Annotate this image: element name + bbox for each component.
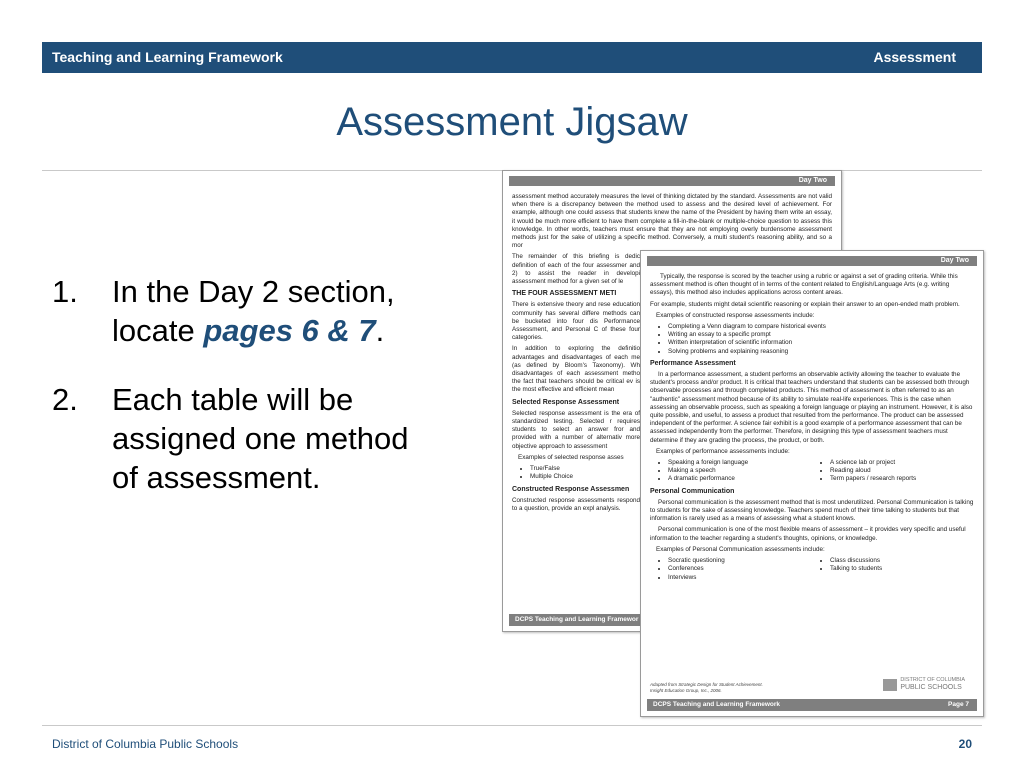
slide-title: Assessment Jigsaw <box>336 100 688 144</box>
page-7-body: Typically, the response is scored by the teacher using a rubric or against a set of grading criteria. While this assessment method is often thought of in terms of the content related to English/Language Arts (e.g. writing essays), this method also includes applications across content areas. For example, students might detail scientific reasoning or explain their answer to an open-ended math problem. Examples of constructed response assessments include: • Completing a Venn diagram to compare historical events • Writing an essay to a specific prompt • Written interpretation of scientific information • Solving problems and explaining reasoning Performance Assessment In a performance assessment, a student performs an observable activity allowing the teacher to evaluate the student's process and/or product. It is critical that teachers understand that students can be assessed both through observable processes and through completed products. This method of assessment is often referred to as an "authentic" assessment method because of its ability to simulate real-life experiences. This is the case when assessing an observable process, such as speaking a foreign language or playing an instrument. However, it is also quite possible, and useful, to assess a product that resulted from the performance. The product can be assessed independent of the performer. A science fair exhibit is a good example of a performance assessment that can be assessed independently from the performer. Therefore, in designing this type of assessment teachers must determine if they are grading the process, the product, or both. Examples of performance assessments include: • Speaking a foreign language • Making a speech • A dramatic performance • A science lab or project • Reading aloud • Term papers / research reports Personal Communication Personal communication is the assessment method that is most underutilized. Personal Communication is talking to students for the sake of assessing knowledge. Teachers spend much of their time talking to students but that information is rarely used as a means of assessing what a student knows. Personal communication is one of the most flexible means of assessment – it provides very specific and useful information to the teacher regarding a student's thoughts, opinions, or knowledge. Examples of Personal Communication assessments include: • Socratic questioning • Conferences • Interviews • Class discussions • Talking to students <box>650 273 974 582</box>
page-footer: DCPS Teaching and Learning Framewor <box>509 614 835 626</box>
page-6-body: assessment method accurately measures the level of thinking dictated by the standard. Assessments are not valid when there is a discrepancy between the method used to assess and the desired level of achievement. For example, although one could assess that students knew the name of the President by having them write an essay, it would be much more efficient to have them complete a fill-in-the-blank or multiple-choice question to assess this knowledge. In other words, teachers must ensure that they are not employing overly burdensome assessment methods just for the sake of utilizing a specific method. Conversely, a multi student's reasoning ability, and so a mor The remainder of this briefing is dedic definition of each of the four assessmer and 2) to assist the reader in developi assessment method for a given set of le THE FOUR ASSESSMENT METI There is extensive theory and rese education community has several differe methods can be bucketed into four dis Performance Assessment, and Personal C of these four categories. In addition to exploring the definitio advantages and disadvantages of each me (as defined by Bloom's Taxonomy). Wh disadvantages of each assessment metho the fact that teachers should be critical ev is the most effective and efficient mean Selected Response Assessment Selected response assessment is the era of standardized testing. Selected r requires students to select an answer fror and provided with a number of alternativ more objective approach to assessment Examples of selected response asses • True/False • Multiple Choice Constructed Response Assessmen Constructed response assessments respond to a question, provide an expl analysis. <box>512 193 832 516</box>
instruction-list <box>52 272 442 527</box>
bottom-divider <box>42 725 982 726</box>
school-building-icon <box>883 679 897 691</box>
list-number: 2. <box>52 382 78 417</box>
list-text: In the Day 2 section, locate pages 6 & 7. <box>112 274 395 348</box>
page-header: Day Two <box>509 176 835 186</box>
header-right-title: Assessment <box>873 49 956 65</box>
page-footer: DCPS Teaching and Learning Framework Page 7 <box>647 699 977 711</box>
list-text: Each table will be assigned one method of assessment. <box>112 382 409 495</box>
slide-number: 20 <box>958 737 972 751</box>
footer-organization: District of Columbia Public Schools <box>52 737 239 751</box>
list-number: 1. <box>52 274 78 309</box>
adapted-note: Adapted from Strategic Design for Student Achievement. Insight Education Group, Inc., 2006. <box>650 682 763 693</box>
list-item-1 <box>52 272 442 350</box>
page-header: Day Two <box>647 256 977 266</box>
dcps-logo: DISTRICT OF COLUMBIA PUBLIC SCHOOLS <box>883 677 965 692</box>
header-bar <box>42 42 982 73</box>
header-left-title: Teaching and Learning Framework <box>52 49 283 65</box>
document-page-7 <box>640 250 984 717</box>
list-item-2 <box>52 380 442 497</box>
pages-highlight: pages 6 & 7 <box>203 313 376 348</box>
